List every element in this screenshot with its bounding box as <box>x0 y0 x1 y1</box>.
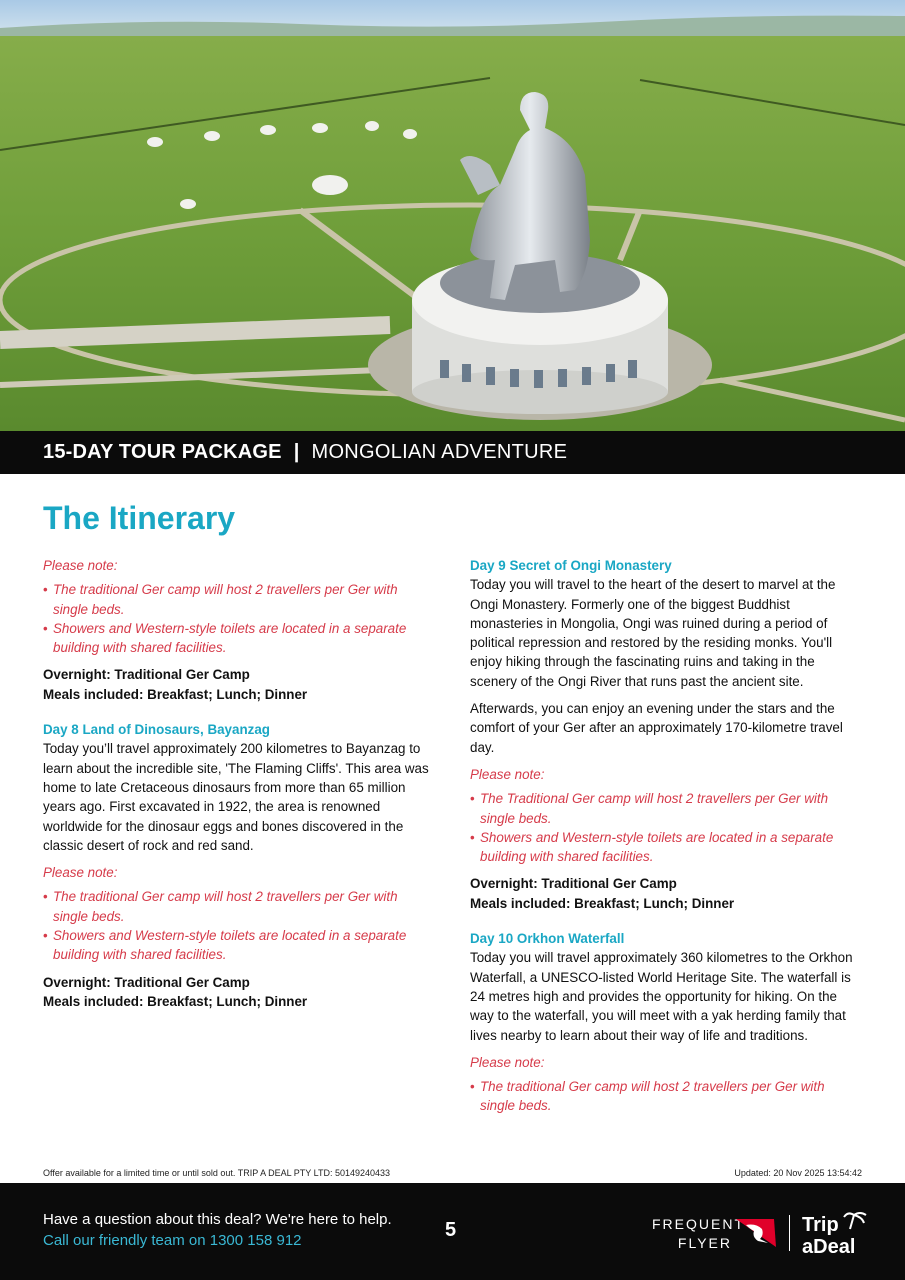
overnight-info: Overnight: Traditional Ger Camp <box>43 667 250 683</box>
tour-title-bar <box>0 431 905 474</box>
day-10-description: Today you will travel approximately 360 kilometres to the Orkhon Waterfall, a UNESCO-listed World Heritage Site. The waterfall is 24 metres high and provides the opportunity for hiking. On the way to the waterfall, you will meet with a yak herding family that lives nearby to learn about their way of life and traditions. <box>470 950 853 1043</box>
updated-timestamp: Updated: 20 Nov 2025 13:54:42 <box>734 1168 862 1178</box>
frequent-flyer-label <box>652 1215 745 1253</box>
hero-landscape <box>0 0 905 431</box>
package-label: 15-DAY TOUR PACKAGE <box>43 441 282 463</box>
meals-info: Meals included: Breakfast; Lunch; Dinner <box>43 993 308 1009</box>
page-number: 5 <box>445 1219 457 1241</box>
note-list <box>43 887 435 964</box>
footer <box>0 1183 905 1280</box>
note-item: • The traditional Ger camp will host 2 travellers per Ger with single beds. <box>43 887 435 926</box>
palm-tree-icon <box>844 1213 866 1229</box>
note-label: Please note: <box>470 1054 545 1070</box>
meals-info: Meals included: Breakfast; Lunch; Dinner <box>43 686 308 702</box>
note-list <box>470 1077 862 1116</box>
qantas-kangaroo-icon <box>734 1215 778 1249</box>
note-label: Please note: <box>43 558 118 573</box>
brand-line-1: Trip <box>802 1214 839 1236</box>
itinerary-right-column <box>470 556 862 1124</box>
trip-a-deal-logo <box>800 1211 870 1257</box>
ff-line-2: FLYER <box>677 1235 732 1251</box>
note-item: • The traditional Ger camp will host 2 travellers per Ger with single beds. <box>470 1077 862 1116</box>
hero-image <box>0 0 905 431</box>
meals-info: Meals included: Breakfast; Lunch; Dinner <box>470 895 735 911</box>
phone-link[interactable]: Call our friendly team on 1300 158 912 <box>43 1232 302 1249</box>
logo-divider <box>789 1215 790 1251</box>
note-label: Please note: <box>43 865 118 881</box>
overnight-info: Overnight: Traditional Ger Camp <box>470 876 677 892</box>
contact-block <box>43 1209 392 1251</box>
tour-name: MONGOLIAN ADVENTURE <box>311 441 568 463</box>
offer-disclaimer: Offer available for a limited time or until sold out. TRIP A DEAL PTY LTD: 50149240433 <box>43 1168 391 1178</box>
title-separator: | <box>293 441 300 463</box>
day-8-title: Day 8 Land of Dinosaurs, Bayanzag <box>43 722 270 738</box>
day-9-description-extra: Afterwards, you can enjoy an evening under the stars and the comfort of your Ger after an approximately 170-kilometre travel day. <box>470 701 843 755</box>
note-item: • Showers and Western-style toilets are located in a separate building with shared facilities. <box>43 926 435 965</box>
note-label: Please note: <box>470 766 545 782</box>
note-item: • Showers and Western-style toilets are located in a separate building with shared facilities. <box>470 828 862 867</box>
note-list <box>43 580 435 657</box>
page-title: The Itinerary <box>43 500 236 536</box>
day-10-title: Day 10 Orkhon Waterfall <box>470 931 625 947</box>
help-text: Have a question about this deal? We're here to help. <box>43 1211 392 1228</box>
day-9-description: Today you will travel to the heart of the desert to marvel at the Ongi Monastery. Formerly one of the biggest Buddhist monasteries in Mongolia, Ongi was ruined during a period of political repression and restored by the residing monks. You'll enjoy hiking through the fascinating ruins and taking in the scenery of the Ongi River that runs past the ancient site. <box>470 577 836 689</box>
overnight-info: Overnight: Traditional Ger Camp <box>43 974 250 990</box>
brand-line-2: aDeal <box>802 1236 856 1257</box>
ff-line-1: FREQUENT <box>652 1216 745 1232</box>
day-8-description: Today you’ll travel approximately 200 kilometres to Bayanzag to learn about the incredible site, 'The Flaming Cliffs'. This area was home to late Cretaceous dinosaurs from more than 65 million years ago. First excavated in 1922, the area is renowned worldwide for the dinosaur eggs and bones discovered in the classic desert of rock and red sand. <box>43 741 429 853</box>
note-item: • The Traditional Ger camp will host 2 travellers per Ger with single beds. <box>470 789 862 828</box>
day-9-title: Day 9 Secret of Ongi Monastery <box>470 558 672 573</box>
note-item: • The traditional Ger camp will host 2 travellers per Ger with single beds. <box>43 580 435 619</box>
itinerary-left-column <box>43 556 435 1011</box>
note-item: • Showers and Western-style toilets are located in a separate building with shared facilities. <box>43 619 435 658</box>
note-list <box>470 789 862 866</box>
